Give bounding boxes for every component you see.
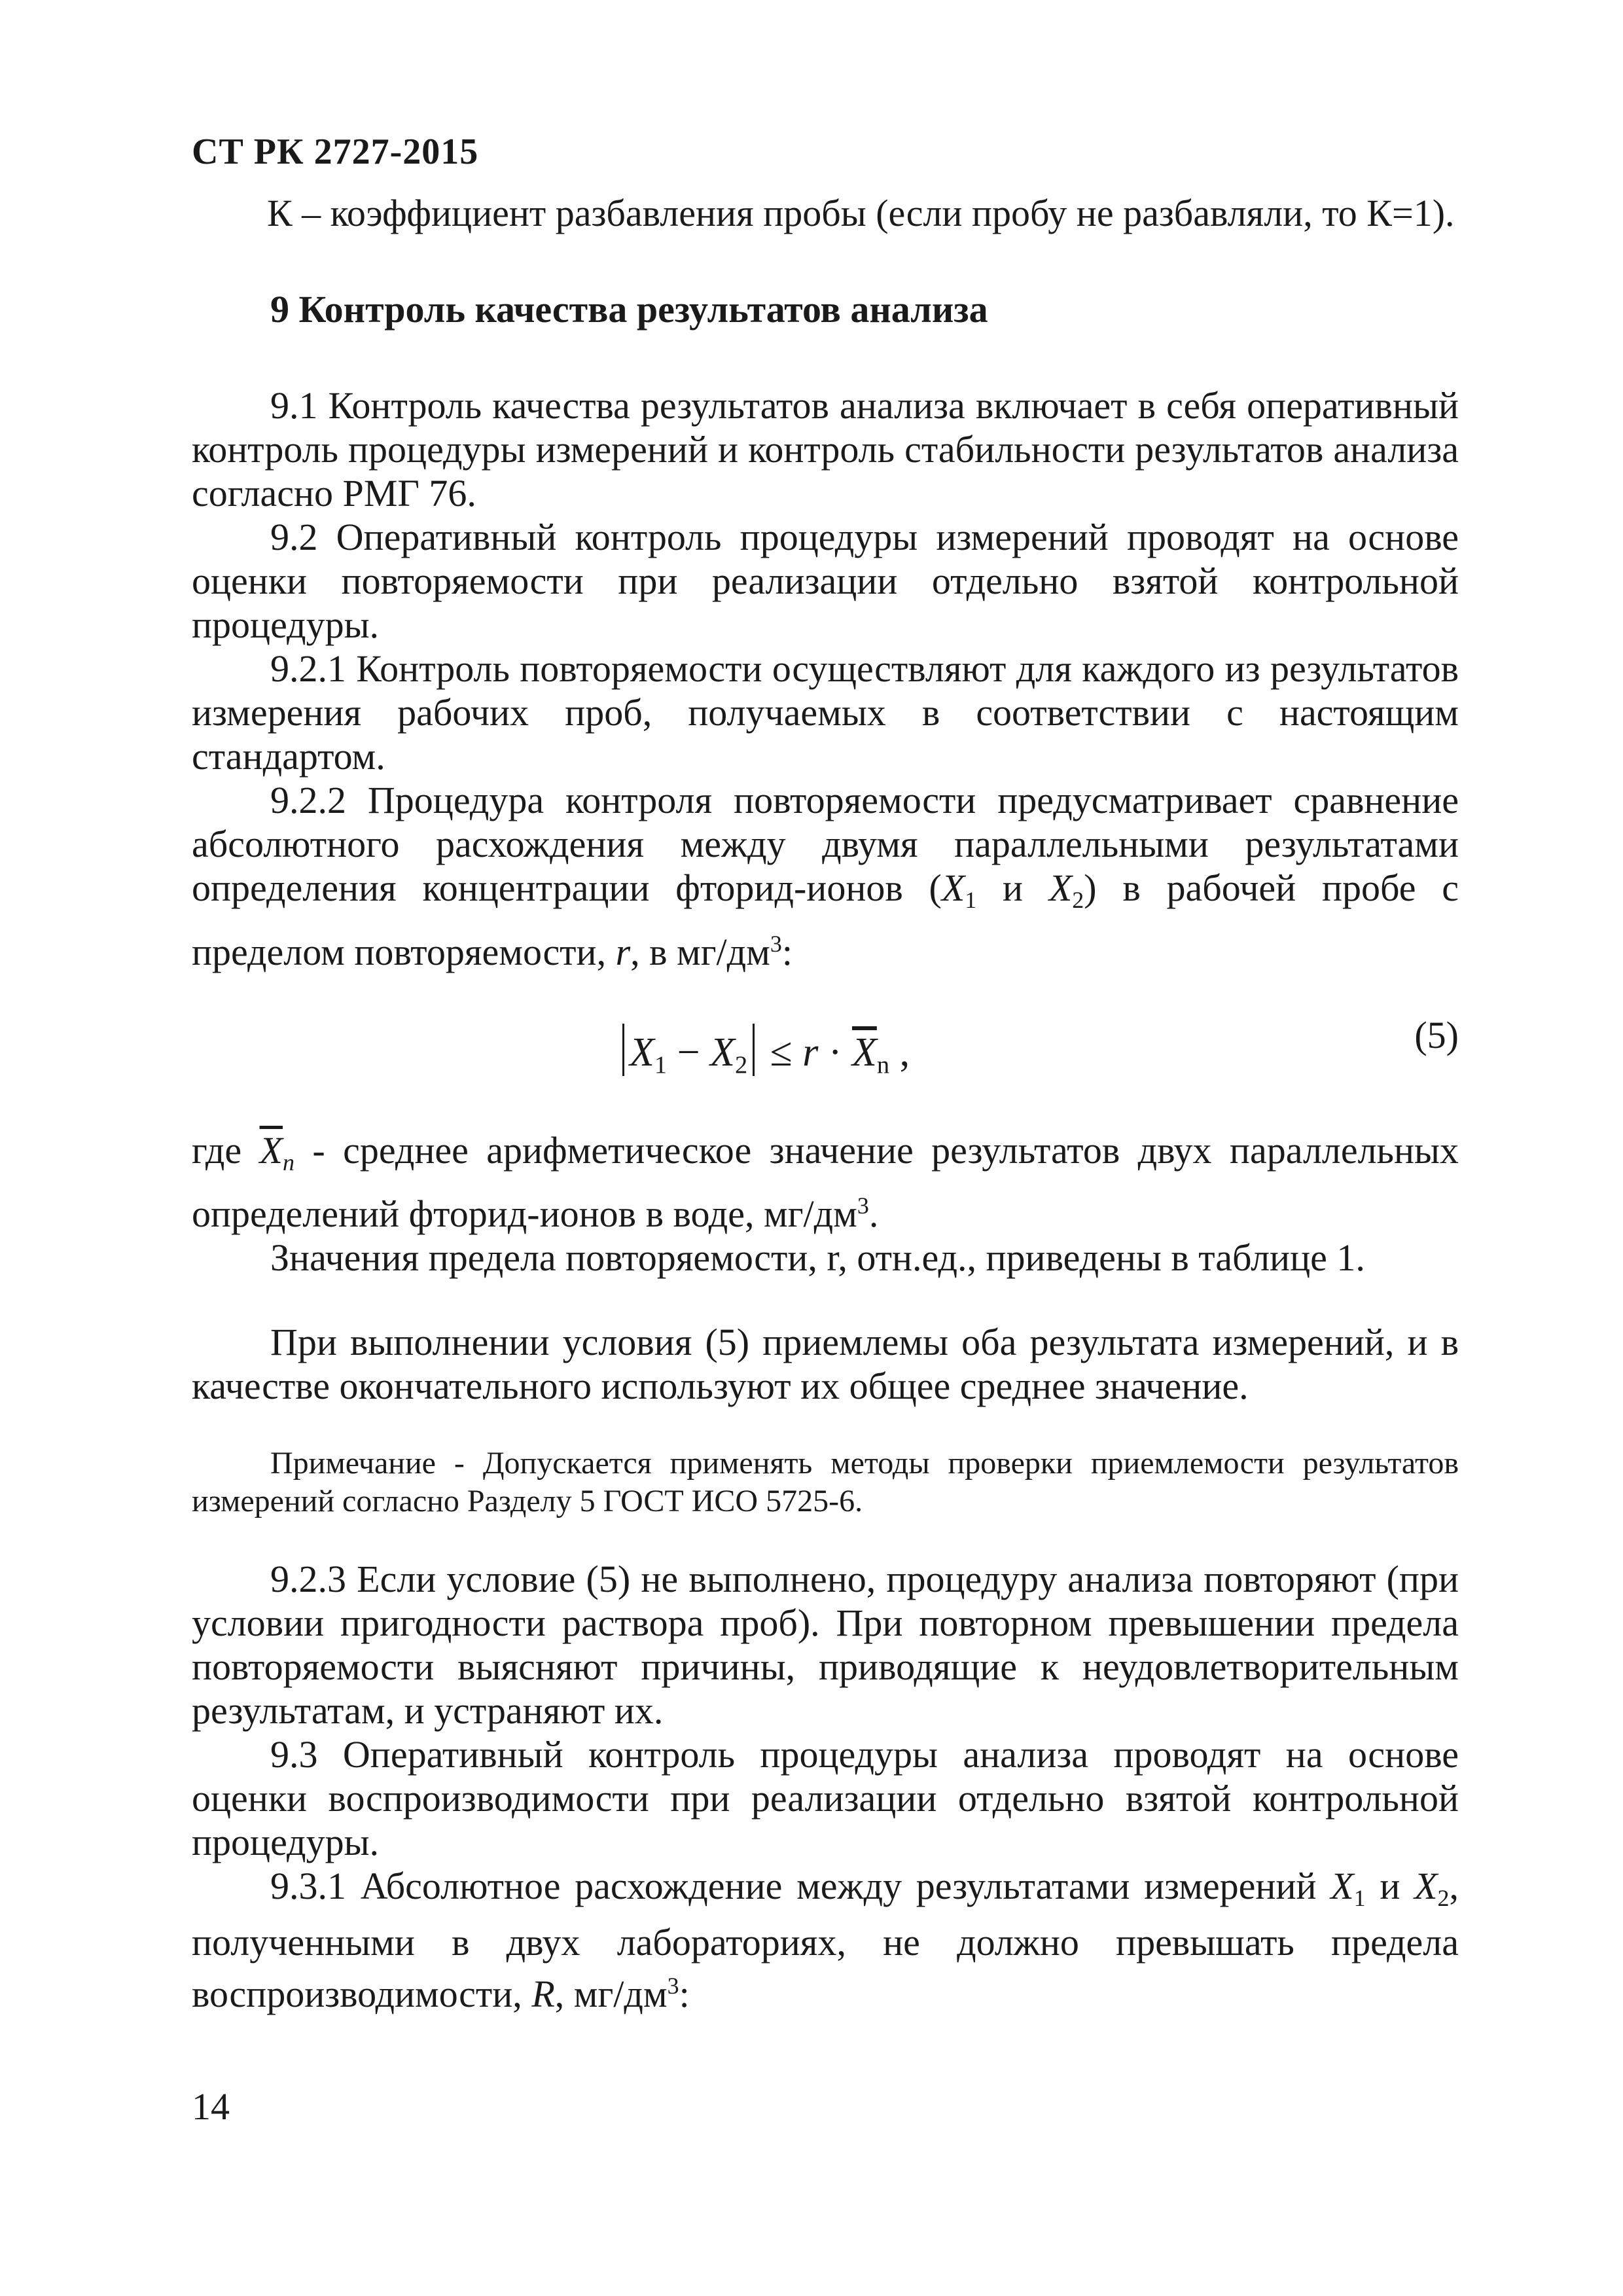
section-title: 9 Контроль качества результатов анализа [270,288,988,331]
repeatability-formula: $X_1 - X_2 \le r \cdot \overline{X}_n$ , [617,1024,910,1088]
repeatability-values-paragraph: Значения предела повторяемости, r, отн.ед., приведены в таблице 1. [270,1236,1365,1280]
paragraph-9-2-3: 9.2.3 Если условие (5) не выполнено, процедуру анализа повторяют (при условии пригодности раствора проб). При повторном превышении предела повторяемости выясняют причины, приводящие к неудовлетворительным результатам, и устраняют их. [192,1558,1459,1732]
paragraph-9-2-2: 9.2.2 Процедура контроля повторяемости предусматривает сравнение абсолютного расхождения между двумя параллельными результатами определения концентрации фторид-ионов ($X_1$ и $X_2$) в рабочей пробе с пределом повторяемости, r, в $мг/дм^3$: [192,779,1459,973]
coefficient-definition: К – коэффициент разбавления пробы (если пробу не разбавляли, то К=1). [267,192,1455,234]
note-paragraph: Примечание - Допускается применять методы проверки приемлемости результатов измерений согласно Разделу 5 ГОСТ ИСО 5725-6. [192,1446,1459,1519]
paragraph-9-1: 9.1 Контроль качества результатов анализа включает в себя оперативный контроль процедуры измерений и контроль стабильности результатов анализа согласно РМГ 76. [192,384,1459,514]
standard-code: СТ РК 2727-2015 [192,132,479,172]
formula-number: (5) [1414,1013,1459,1056]
formula-5 [192,997,1459,1102]
paragraph-9-2-1: 9.2.1 Контроль повторяемости осуществляют для каждого из результатов измерения рабочих проб, получаемых в соответствии с настоящим стандартом. [192,647,1459,778]
page-content [192,191,1459,2016]
where-definition: где $\overline{X}_n$ - среднее арифметическое значение результатов двух параллельных определений фторид-ионов в воде, $мг/дм^3$. [192,1128,1459,1236]
paragraph-9-3: 9.3 Оперативный контроль процедуры анализа проводят на основе оценки воспроизводимости при реализации отдельно взятой контрольной процедуры. [192,1733,1459,1864]
page-number: 14 [192,2085,230,2128]
paragraph-9-3-1: 9.3.1 Абсолютное расхождение между результатами измерений $X_1$ и $X_2$, полученными в двух лабораториях, не должно превышать предела воспроизводимости, R, $мг/дм^3$: [192,1865,1459,2015]
paragraph-9-2: 9.2 Оперативный контроль процедуры измерений проводят на основе оценки повторяемости при реализации отдельно взятой контрольной процедуры. [192,516,1459,646]
condition-paragraph: При выполнении условия (5) приемлемы оба результата измерений, и в качестве окончательного используют их общее среднее значение. [192,1321,1459,1408]
